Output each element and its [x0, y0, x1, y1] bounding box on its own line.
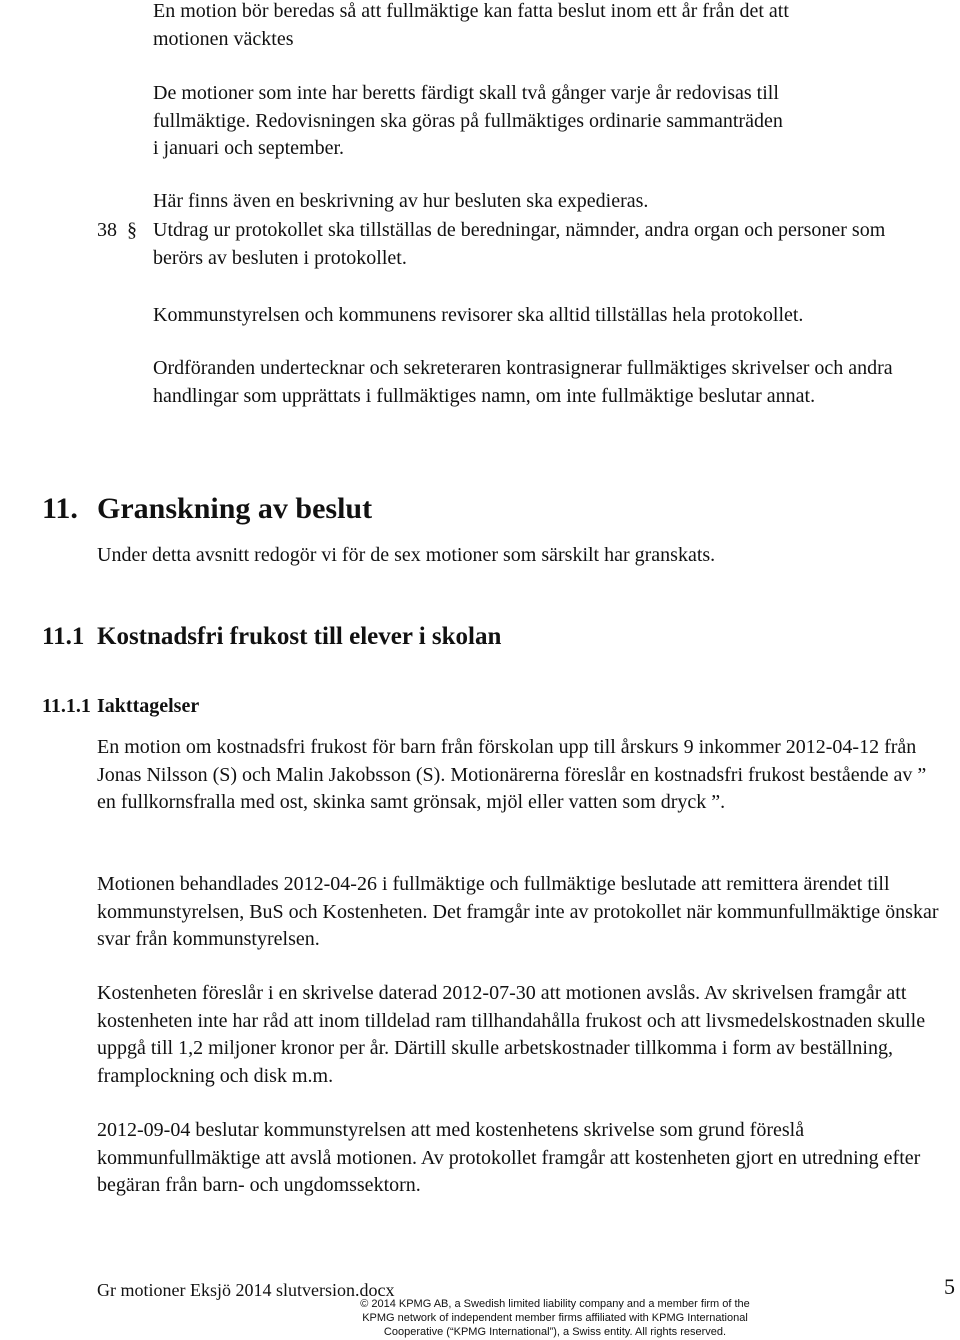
heading-11-1-1-title: Iakttagelser	[97, 695, 200, 717]
body-paragraph-2: Motionen behandlades 2012-04-26 i fullmäktige och fullmäktige beslutade att remittera ärendet till kommunstyrelsen, BuS och Kostenheten. Det framgår inte av protokollet när kommunfullmäktige önskar svar från kommunstyrelsen.	[97, 873, 939, 950]
heading-11-1-1-number: 11.1.1	[42, 695, 91, 717]
intro-paragraph-1: En motion bör beredas så att fullmäktige kan fatta beslut inom ett år från det att motionen väcktes	[153, 0, 789, 50]
footer-filename: Gr motioner Eksjö 2014 slutversion.docx	[97, 1280, 395, 1300]
footer-legal-line-2: KPMG network of independent member firms affiliated with KPMG International	[362, 1312, 748, 1324]
heading-11-1-number: 11.1	[42, 623, 85, 650]
body-paragraph-4: 2012-09-04 beslutar kommunstyrelsen att med kostenhetens skrivelse som grund föreslå kommunfullmäktige att avslå motionen. Av protokollet framgår att kostenheten gjort en utredning efter begäran från barn- och ungdomssektorn.	[97, 1119, 921, 1196]
heading-11-number: 11.	[42, 492, 78, 525]
section38-paragraph-3: Ordföranden undertecknar och sekreteraren kontrasignerar fullmäktiges skrivelser och andra handlingar som upprättats i fullmäktiges namn, om inte fullmäktige beslutar annat.	[153, 357, 893, 407]
section-number: 38	[97, 219, 117, 241]
section38-paragraph-2: Kommunstyrelsen och kommunens revisorer ska alltid tillställas hela protokollet.	[153, 304, 804, 326]
page-number: 5	[944, 1274, 955, 1299]
heading-11-1-title: Kostnadsfri frukost till elever i skolan	[97, 623, 502, 650]
footer-legal-line-1: © 2014 KPMG AB, a Swedish limited liability company and a member firm of the	[360, 1298, 750, 1310]
heading-11-intro: Under detta avsnitt redogör vi för de sex motioner som särskilt har granskats.	[97, 544, 716, 566]
heading-11-title: Granskning av beslut	[97, 492, 373, 525]
footer-legal-line-3: Cooperative (“KPMG International”), a Swiss entity. All rights reserved.	[383, 1326, 727, 1338]
intro-paragraph-2: De motioner som inte har beretts färdigt skall två gånger varje år redovisas till fullmäktige. Redovisningen ska göras på fullmäktiges ordinarie sammanträden i januari och september.	[153, 82, 783, 159]
body-paragraph-3: Kostenheten föreslår i en skrivelse daterad 2012-07-30 att motionen avslås. Av skrivelsen framgår att kostenheten inte har råd att inom tilldelad ram tillhandahålla frukost och att livsmedelskostnaden skulle uppgå till 1,2 miljoner kronor per år. Därtill skulle arbetskostnader tillkomma i form av beställning, framplockning och disk m.m.	[97, 982, 926, 1087]
intro-paragraph-3: Här finns även en beskrivning av hur besluten ska expedieras.	[153, 190, 649, 212]
section-symbol: §	[127, 219, 137, 241]
section38-paragraph-1: Utdrag ur protokollet ska tillställas de beredningar, nämnder, andra organ och personer som berörs av besluten i protokollet.	[153, 219, 886, 269]
body-paragraph-1: En motion om kostnadsfri frukost för barn från förskolan upp till årskurs 9 inkommer 2012-04-12 från Jonas Nilsson (S) och Malin Jakobsson (S). Motionärerna föreslår en kostnadsfri frukost bestående av ” en fullkornsfralla med ost, skinka samt grönsak, mjöl eller vatten som dryck ”.	[97, 736, 927, 813]
